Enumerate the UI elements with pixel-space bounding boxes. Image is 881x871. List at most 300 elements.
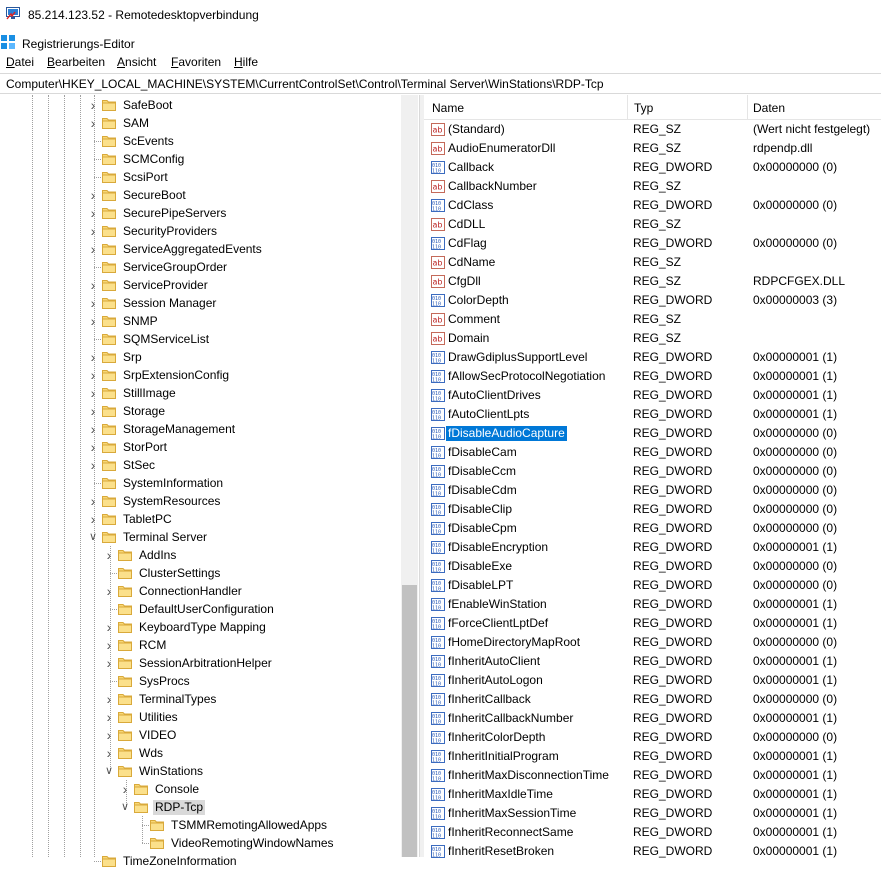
value-type: REG_DWORD xyxy=(633,635,713,649)
folder-icon xyxy=(102,440,116,454)
value-type: REG_DWORD xyxy=(633,825,713,839)
value-data: 0x00000003 (3) xyxy=(753,293,838,307)
value-data: 0x00000000 (0) xyxy=(753,160,838,174)
value-row[interactable] xyxy=(424,367,881,386)
value-row[interactable] xyxy=(424,804,881,823)
binary-value-icon xyxy=(431,617,445,630)
tree-guide-line xyxy=(94,177,101,178)
tree-scrollbar-thumb[interactable] xyxy=(402,585,417,857)
tree-item-label: SecurityProviders xyxy=(123,224,218,238)
value-data: 0x00000000 (0) xyxy=(753,464,838,478)
value-row[interactable] xyxy=(424,272,881,291)
tree-guide-line xyxy=(110,681,117,682)
chevron-right-icon[interactable]: › xyxy=(90,223,96,239)
value-data: rdpendp.dll xyxy=(753,141,813,155)
binary-value-icon xyxy=(431,674,445,687)
tree-item[interactable] xyxy=(106,546,419,564)
folder-icon xyxy=(102,152,116,166)
tree-item-label: ServiceProvider xyxy=(123,278,208,292)
tree-item[interactable] xyxy=(90,510,419,528)
value-name: fAllowSecProtocolNegotiation xyxy=(448,369,606,383)
chevron-right-icon[interactable]: › xyxy=(90,277,96,293)
svg-text:110: 110 xyxy=(432,757,442,764)
registry-tree[interactable] xyxy=(0,95,419,868)
binary-value-icon xyxy=(431,427,445,440)
value-name: fInheritMaxSessionTime xyxy=(448,806,577,820)
value-row[interactable] xyxy=(424,652,881,671)
tree-item-label: Wds xyxy=(139,746,163,760)
binary-value-icon xyxy=(431,769,445,782)
folder-icon xyxy=(102,134,116,148)
value-type: REG_DWORD xyxy=(633,198,713,212)
folder-icon xyxy=(102,260,116,274)
folder-icon xyxy=(102,854,116,868)
chevron-right-icon[interactable]: › xyxy=(106,691,112,707)
tree-scrollbar[interactable] xyxy=(401,95,418,857)
chevron-right-icon[interactable]: › xyxy=(90,205,96,221)
tree-item-label: StorageManagement xyxy=(123,422,236,436)
svg-text:010: 010 xyxy=(432,790,442,796)
svg-text:110: 110 xyxy=(432,415,442,422)
value-type: REG_SZ xyxy=(633,122,682,136)
folder-icon xyxy=(102,350,116,364)
tree-item-label: VIDEO xyxy=(139,728,177,742)
value-data: 0x00000001 (1) xyxy=(753,749,838,763)
value-type: REG_DWORD xyxy=(633,730,713,744)
value-name: Callback xyxy=(448,160,495,174)
tree-item[interactable] xyxy=(106,744,419,762)
remote-desktop-icon xyxy=(6,7,20,20)
svg-text:010: 010 xyxy=(432,676,442,682)
svg-text:110: 110 xyxy=(432,244,442,251)
tree-guide-line xyxy=(110,609,117,610)
tree-item[interactable] xyxy=(90,186,419,204)
chevron-right-icon[interactable]: › xyxy=(90,349,96,365)
value-row[interactable] xyxy=(424,557,881,576)
svg-text:110: 110 xyxy=(432,377,442,384)
svg-text:010: 010 xyxy=(432,429,442,435)
tree-item-label: Utilities xyxy=(139,710,178,724)
tree-item-label: AddIns xyxy=(139,548,177,562)
svg-text:010: 010 xyxy=(432,163,442,169)
tree-guide-line xyxy=(94,483,101,484)
menu-bar xyxy=(0,54,881,72)
value-type: REG_DWORD xyxy=(633,350,713,364)
svg-text:110: 110 xyxy=(432,396,442,403)
value-row[interactable] xyxy=(424,728,881,747)
value-row[interactable] xyxy=(424,785,881,804)
tree-item-label: SecureBoot xyxy=(123,188,186,202)
folder-icon xyxy=(102,296,116,310)
binary-value-icon xyxy=(431,294,445,307)
binary-value-icon xyxy=(431,484,445,497)
folder-icon xyxy=(102,242,116,256)
chevron-right-icon[interactable]: › xyxy=(106,727,112,743)
value-row[interactable] xyxy=(424,671,881,690)
value-name: fInheritReconnectSame xyxy=(448,825,574,839)
value-row[interactable] xyxy=(424,633,881,652)
column-header-data[interactable]: Daten xyxy=(753,101,786,115)
value-data: 0x00000001 (1) xyxy=(753,768,838,782)
folder-icon xyxy=(150,836,164,850)
value-type: REG_SZ xyxy=(633,141,682,155)
chevron-right-icon[interactable]: › xyxy=(90,241,96,257)
value-type: REG_DWORD xyxy=(633,787,713,801)
value-name: CdClass xyxy=(448,198,494,212)
binary-value-icon xyxy=(431,731,445,744)
value-row[interactable] xyxy=(424,405,881,424)
tree-item-label: ScEvents xyxy=(123,134,174,148)
tree-item-label: VideoRemotingWindowNames xyxy=(171,836,334,850)
chevron-right-icon[interactable]: › xyxy=(90,403,96,419)
binary-value-icon xyxy=(431,541,445,554)
value-row[interactable] xyxy=(424,329,881,348)
value-type: REG_SZ xyxy=(633,179,682,193)
svg-text:ab: ab xyxy=(432,315,443,325)
value-row[interactable] xyxy=(424,614,881,633)
value-name: fDisableCpm xyxy=(448,521,517,535)
tree-item-label: SessionArbitrationHelper xyxy=(139,656,272,670)
value-row[interactable] xyxy=(424,709,881,728)
tree-item[interactable] xyxy=(102,330,419,348)
tree-item[interactable] xyxy=(88,528,419,546)
svg-text:010: 010 xyxy=(432,201,442,207)
value-name: (Standard) xyxy=(448,122,505,136)
value-name: fAutoClientLpts xyxy=(448,407,530,421)
tree-item-label: SAM xyxy=(123,116,150,130)
value-name: AudioEnumeratorDll xyxy=(448,141,556,155)
value-data: 0x00000000 (0) xyxy=(753,198,838,212)
value-row[interactable] xyxy=(424,500,881,519)
tree-item[interactable] xyxy=(106,690,419,708)
tree-item[interactable] xyxy=(106,708,419,726)
value-data: 0x00000001 (1) xyxy=(753,787,838,801)
binary-value-icon xyxy=(431,465,445,478)
value-row[interactable] xyxy=(424,576,881,595)
window-titlebar[interactable] xyxy=(0,0,881,30)
chevron-right-icon[interactable]: › xyxy=(90,385,96,401)
folder-icon xyxy=(102,332,116,346)
value-row[interactable] xyxy=(424,234,881,253)
value-row[interactable] xyxy=(424,424,881,443)
value-type: REG_DWORD xyxy=(633,236,713,250)
folder-icon xyxy=(102,368,116,382)
tree-item[interactable] xyxy=(102,258,419,276)
value-row[interactable] xyxy=(424,215,881,234)
value-row[interactable] xyxy=(424,386,881,405)
value-row[interactable] xyxy=(424,519,881,538)
value-row[interactable] xyxy=(424,310,881,329)
chevron-right-icon[interactable]: › xyxy=(106,547,112,563)
tree-guide-line xyxy=(142,816,143,843)
value-row[interactable] xyxy=(424,823,881,842)
tree-item[interactable] xyxy=(106,582,419,600)
tree-item-label: ServiceAggregatedEvents xyxy=(123,242,262,256)
value-row[interactable] xyxy=(424,291,881,310)
chevron-right-icon[interactable]: › xyxy=(90,97,96,113)
tree-guide-line xyxy=(94,267,101,268)
folder-icon xyxy=(134,782,148,796)
value-row[interactable] xyxy=(424,766,881,785)
folder-icon xyxy=(118,656,132,670)
string-value-icon xyxy=(431,313,445,326)
tree-item[interactable] xyxy=(106,636,419,654)
value-row[interactable] xyxy=(424,177,881,196)
tree-item[interactable] xyxy=(90,420,419,438)
chevron-right-icon[interactable]: › xyxy=(122,781,128,797)
chevron-right-icon[interactable]: › xyxy=(90,493,96,509)
folder-icon xyxy=(118,584,132,598)
menu-bearbeiten[interactable]: Bearbeiten xyxy=(47,55,106,69)
tree-item[interactable] xyxy=(90,204,419,222)
chevron-right-icon[interactable]: › xyxy=(90,367,96,383)
value-data: 0x00000001 (1) xyxy=(753,825,838,839)
value-name: fDisableAudioCapture xyxy=(448,426,565,440)
menu-datei[interactable]: Datei xyxy=(6,55,35,69)
value-row[interactable] xyxy=(424,443,881,462)
svg-text:110: 110 xyxy=(432,586,442,593)
svg-text:110: 110 xyxy=(432,700,442,707)
chevron-right-icon[interactable]: › xyxy=(106,709,112,725)
tree-item[interactable] xyxy=(90,492,419,510)
chevron-down-icon[interactable]: ∨ xyxy=(104,765,114,777)
value-data: 0x00000000 (0) xyxy=(753,559,838,573)
tree-item[interactable] xyxy=(90,402,419,420)
tree-item[interactable] xyxy=(90,384,419,402)
value-type: REG_DWORD xyxy=(633,692,713,706)
value-name: fInheritInitialProgram xyxy=(448,749,559,763)
column-header-type[interactable]: Typ xyxy=(634,101,654,115)
tree-item[interactable] xyxy=(90,96,419,114)
chevron-down-icon[interactable]: ∨ xyxy=(120,801,130,813)
folder-icon xyxy=(118,638,132,652)
tree-item[interactable] xyxy=(104,762,419,780)
svg-text:110: 110 xyxy=(432,358,442,365)
value-row[interactable] xyxy=(424,348,881,367)
tree-item-label: Srp xyxy=(123,350,142,364)
folder-icon xyxy=(118,746,132,760)
svg-text:010: 010 xyxy=(432,771,442,777)
value-name: Domain xyxy=(448,331,490,345)
value-name: ColorDepth xyxy=(448,293,509,307)
folder-icon xyxy=(102,170,116,184)
folder-icon xyxy=(102,278,116,292)
svg-text:010: 010 xyxy=(432,562,442,568)
value-name: fDisableCam xyxy=(448,445,517,459)
tree-item[interactable] xyxy=(90,276,419,294)
binary-value-icon xyxy=(431,446,445,459)
string-value-icon xyxy=(431,256,445,269)
tree-item[interactable] xyxy=(150,816,419,834)
value-type: REG_SZ xyxy=(633,312,682,326)
app-titlebar[interactable] xyxy=(0,30,881,54)
tree-item-label: ServiceGroupOrder xyxy=(123,260,228,274)
value-row[interactable] xyxy=(424,158,881,177)
chevron-right-icon[interactable]: › xyxy=(106,619,112,635)
tree-item[interactable] xyxy=(102,474,419,492)
menu-ansicht[interactable]: Ansicht xyxy=(117,55,157,69)
value-type: REG_DWORD xyxy=(633,844,713,858)
value-name: fInheritColorDepth xyxy=(448,730,546,744)
svg-text:ab: ab xyxy=(432,182,443,192)
tree-item-label: TSMMRemotingAllowedApps xyxy=(171,818,328,832)
chevron-right-icon[interactable]: › xyxy=(106,655,112,671)
chevron-right-icon[interactable]: › xyxy=(90,187,96,203)
binary-value-icon xyxy=(431,522,445,535)
value-data: 0x00000001 (1) xyxy=(753,597,838,611)
tree-item[interactable] xyxy=(118,600,419,618)
svg-text:110: 110 xyxy=(432,719,442,726)
svg-text:010: 010 xyxy=(432,657,442,663)
value-row[interactable] xyxy=(424,842,881,861)
svg-text:110: 110 xyxy=(432,833,442,840)
folder-icon xyxy=(118,566,132,580)
value-data: 0x00000000 (0) xyxy=(753,236,838,250)
value-type: REG_DWORD xyxy=(633,369,713,383)
binary-value-icon xyxy=(431,636,445,649)
menu-favoriten[interactable]: Favoriten xyxy=(171,55,222,69)
tree-item-label: RCM xyxy=(139,638,167,652)
tree-item[interactable] xyxy=(90,312,419,330)
values-list[interactable] xyxy=(424,95,881,857)
chevron-right-icon[interactable]: › xyxy=(90,313,96,329)
value-name: Comment xyxy=(448,312,501,326)
address-path[interactable]: Computer\HKEY_LOCAL_MACHINE\SYSTEM\CurrentControlSet\Control\Terminal Server\WinStations\RDP-Tcp xyxy=(6,77,604,91)
svg-text:010: 010 xyxy=(432,543,442,549)
svg-text:ab: ab xyxy=(432,125,443,135)
value-type: REG_SZ xyxy=(633,274,682,288)
folder-icon xyxy=(118,692,132,706)
tree-item[interactable] xyxy=(102,132,419,150)
binary-value-icon xyxy=(431,370,445,383)
chevron-right-icon[interactable]: › xyxy=(90,511,96,527)
chevron-right-icon[interactable]: › xyxy=(90,421,96,437)
svg-text:110: 110 xyxy=(432,548,442,555)
value-row[interactable] xyxy=(424,538,881,557)
folder-icon xyxy=(150,818,164,832)
value-data: 0x00000000 (0) xyxy=(753,635,838,649)
svg-text:110: 110 xyxy=(432,472,442,479)
tree-item-label: SNMP xyxy=(123,314,158,328)
svg-text:010: 010 xyxy=(432,353,442,359)
value-row[interactable] xyxy=(424,196,881,215)
tree-item[interactable] xyxy=(106,726,419,744)
column-separator[interactable] xyxy=(627,95,628,119)
value-name: fInheritAutoClient xyxy=(448,654,541,668)
tree-guide-line xyxy=(94,861,101,862)
string-value-icon xyxy=(431,275,445,288)
tree-item[interactable] xyxy=(102,852,419,870)
menu-hilfe[interactable]: Hilfe xyxy=(234,55,259,69)
tree-item[interactable] xyxy=(90,438,419,456)
address-bar[interactable] xyxy=(0,73,881,94)
tree-item[interactable] xyxy=(90,294,419,312)
binary-value-icon xyxy=(431,199,445,212)
value-data: RDPCFGEX.DLL xyxy=(753,274,846,288)
tree-item[interactable] xyxy=(90,348,419,366)
column-header-name[interactable]: Name xyxy=(432,101,465,115)
value-data: 0x00000001 (1) xyxy=(753,654,838,668)
value-name: fEnableWinStation xyxy=(448,597,547,611)
app-title: Registrierungs-Editor xyxy=(22,37,135,51)
tree-item[interactable] xyxy=(90,456,419,474)
svg-text:110: 110 xyxy=(432,510,442,517)
folder-icon xyxy=(118,710,132,724)
tree-item[interactable] xyxy=(118,672,419,690)
string-value-icon xyxy=(431,142,445,155)
value-type: REG_DWORD xyxy=(633,407,713,421)
chevron-right-icon[interactable]: › xyxy=(106,745,112,761)
value-data: (Wert nicht festgelegt) xyxy=(753,122,871,136)
value-type: REG_DWORD xyxy=(633,578,713,592)
tree-item[interactable] xyxy=(90,240,419,258)
value-row[interactable] xyxy=(424,747,881,766)
svg-text:010: 010 xyxy=(432,695,442,701)
tree-item-label: SQMServiceList xyxy=(123,332,210,346)
value-row[interactable] xyxy=(424,481,881,500)
svg-text:010: 010 xyxy=(432,296,442,302)
string-value-icon xyxy=(431,180,445,193)
folder-open-icon xyxy=(118,764,132,778)
folder-icon xyxy=(102,314,116,328)
svg-text:110: 110 xyxy=(432,624,442,631)
value-row[interactable] xyxy=(424,595,881,614)
value-row[interactable] xyxy=(424,139,881,158)
value-type: REG_DWORD xyxy=(633,749,713,763)
tree-item[interactable] xyxy=(118,564,419,582)
chevron-right-icon[interactable]: › xyxy=(106,637,112,653)
chevron-right-icon[interactable]: › xyxy=(106,583,112,599)
value-data: 0x00000001 (1) xyxy=(753,350,838,364)
value-row[interactable] xyxy=(424,462,881,481)
tree-item[interactable] xyxy=(102,168,419,186)
value-data: 0x00000001 (1) xyxy=(753,407,838,421)
chevron-down-icon[interactable]: ∨ xyxy=(88,531,98,543)
value-type: REG_DWORD xyxy=(633,388,713,402)
value-row[interactable] xyxy=(424,690,881,709)
tree-item[interactable] xyxy=(106,618,419,636)
chevron-right-icon[interactable]: › xyxy=(90,439,96,455)
tree-item[interactable] xyxy=(90,222,419,240)
value-name: fInheritResetBroken xyxy=(448,844,555,858)
tree-item[interactable] xyxy=(90,366,419,384)
svg-text:110: 110 xyxy=(432,168,442,175)
tree-item[interactable] xyxy=(90,114,419,132)
tree-item[interactable] xyxy=(120,798,419,816)
value-row[interactable] xyxy=(424,120,881,139)
binary-value-icon xyxy=(431,579,445,592)
chevron-right-icon[interactable]: › xyxy=(90,457,96,473)
tree-item[interactable] xyxy=(106,654,419,672)
registry-editor-icon xyxy=(0,34,16,50)
svg-text:110: 110 xyxy=(432,681,442,688)
value-row[interactable] xyxy=(424,253,881,272)
chevron-right-icon[interactable]: › xyxy=(90,115,96,131)
chevron-right-icon[interactable]: › xyxy=(90,295,96,311)
tree-item[interactable] xyxy=(122,780,419,798)
value-data: 0x00000001 (1) xyxy=(753,844,838,858)
svg-text:110: 110 xyxy=(432,814,442,821)
tree-item[interactable] xyxy=(150,834,419,852)
value-type: REG_DWORD xyxy=(633,160,713,174)
tree-item[interactable] xyxy=(102,150,419,168)
tree-item-label: ScsiPort xyxy=(123,170,168,184)
value-type: REG_DWORD xyxy=(633,597,713,611)
svg-text:010: 010 xyxy=(432,524,442,530)
value-data: 0x00000000 (0) xyxy=(753,521,838,535)
svg-text:010: 010 xyxy=(432,372,442,378)
column-separator[interactable] xyxy=(747,95,748,119)
